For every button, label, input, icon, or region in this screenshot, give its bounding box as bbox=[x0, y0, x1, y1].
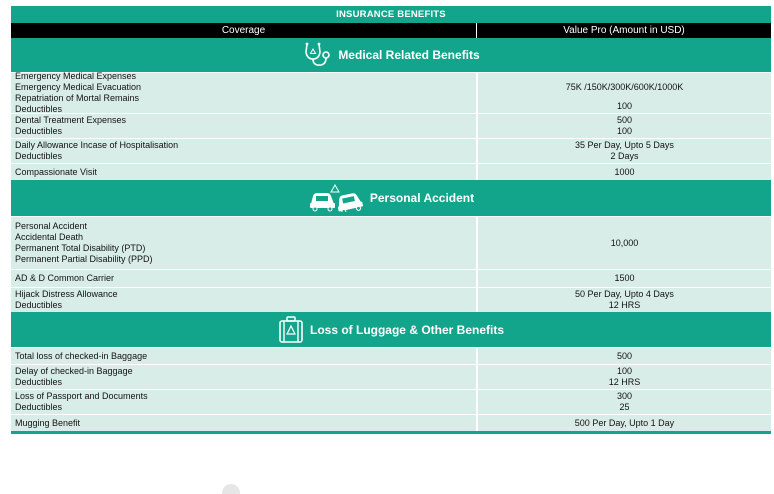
cell-text: AD & D Common Carrier bbox=[15, 273, 115, 283]
cell-text: Daily Allowance Incase of Hospitalisation bbox=[15, 140, 179, 150]
table-row bbox=[11, 347, 771, 364]
table-title: INSURANCE BENEFITS bbox=[11, 6, 771, 23]
partial-badge bbox=[222, 484, 240, 494]
cell-value: 100 bbox=[616, 101, 633, 111]
cell-text: Personal Accident bbox=[15, 221, 88, 231]
table-row bbox=[11, 138, 771, 163]
cell-text: Deductibles bbox=[15, 300, 63, 310]
table-row bbox=[11, 72, 771, 113]
cell-text: Deductibles bbox=[15, 104, 63, 114]
cell-text: Delay of checked-in Baggage bbox=[15, 366, 133, 376]
cell-text: Emergency Medical Evacuation bbox=[15, 82, 142, 92]
cell-text: Compassionate Visit bbox=[15, 166, 97, 177]
cell-text: Mugging Benefit bbox=[15, 417, 81, 428]
cell-value: 500 bbox=[616, 115, 633, 125]
cell-value: 300 bbox=[616, 391, 633, 401]
cell-value: 1000 bbox=[614, 166, 635, 177]
section-medical-header bbox=[11, 38, 771, 72]
stethoscope-icon bbox=[302, 42, 332, 68]
insurance-benefits-table bbox=[11, 6, 771, 434]
cell-text: Hijack Distress Allowance bbox=[15, 289, 118, 299]
cell-text: Repatriation of Mortal Remains bbox=[15, 93, 140, 103]
cell-text: Deductibles bbox=[15, 151, 63, 161]
cell-text: Dental Treatment Expenses bbox=[15, 115, 127, 125]
cell-value: 2 Days bbox=[610, 151, 639, 161]
table-row bbox=[11, 269, 771, 287]
cell-value: 75K /150K/300K/600K/1000K bbox=[565, 82, 684, 92]
section-title: Loss of Luggage & Other Benefits bbox=[309, 322, 504, 337]
value-column-header: Value Pro (Amount in USD) bbox=[563, 25, 685, 36]
table-row bbox=[11, 414, 771, 431]
cell-value: 12 HRS bbox=[608, 377, 641, 387]
coverage-column-header: Coverage bbox=[11, 23, 477, 38]
section-title: Medical Related Benefits bbox=[338, 48, 480, 62]
cell-text: Deductibles bbox=[15, 402, 63, 412]
cell-value: 1500 bbox=[614, 273, 635, 283]
table-bottom-rule bbox=[11, 431, 771, 434]
section-luggage-header bbox=[11, 312, 771, 347]
cell-text: Total loss of checked-in Baggage bbox=[15, 350, 148, 361]
cell-value: 35 Per Day, Upto 5 Days bbox=[575, 140, 674, 150]
table-row bbox=[11, 364, 771, 389]
section-title: Personal Accident bbox=[369, 191, 475, 205]
table-row bbox=[11, 216, 771, 269]
table-row bbox=[11, 287, 771, 312]
cell-value: 100 bbox=[616, 366, 633, 376]
cell-value: 100 bbox=[616, 126, 633, 136]
table-header bbox=[11, 23, 771, 38]
cell-value: 10,000 bbox=[610, 237, 639, 248]
table-row bbox=[11, 113, 771, 138]
cell-text: Emergency Medical Expenses bbox=[15, 71, 137, 81]
cell-text: Loss of Passport and Documents bbox=[15, 391, 148, 401]
cell-value: 500 bbox=[616, 350, 633, 361]
car-crash-icon bbox=[308, 184, 364, 212]
section-accident-header bbox=[11, 180, 771, 216]
table-row bbox=[11, 389, 771, 414]
table-row bbox=[11, 163, 771, 180]
cell-text: Deductibles bbox=[15, 377, 63, 387]
cell-text: Accidental Death bbox=[15, 232, 84, 242]
cell-value: 500 Per Day, Upto 1 Day bbox=[574, 417, 675, 428]
cell-value: 50 Per Day, Upto 4 Days bbox=[575, 289, 674, 299]
cell-text: Permanent Partial Disability (PPD) bbox=[15, 254, 153, 264]
luggage-icon bbox=[278, 316, 304, 344]
cell-value: 12 HRS bbox=[608, 300, 641, 310]
cell-text: Permanent Total Disability (PTD) bbox=[15, 243, 146, 253]
cell-text: Deductibles bbox=[15, 126, 63, 136]
cell-value: 25 bbox=[619, 402, 630, 412]
